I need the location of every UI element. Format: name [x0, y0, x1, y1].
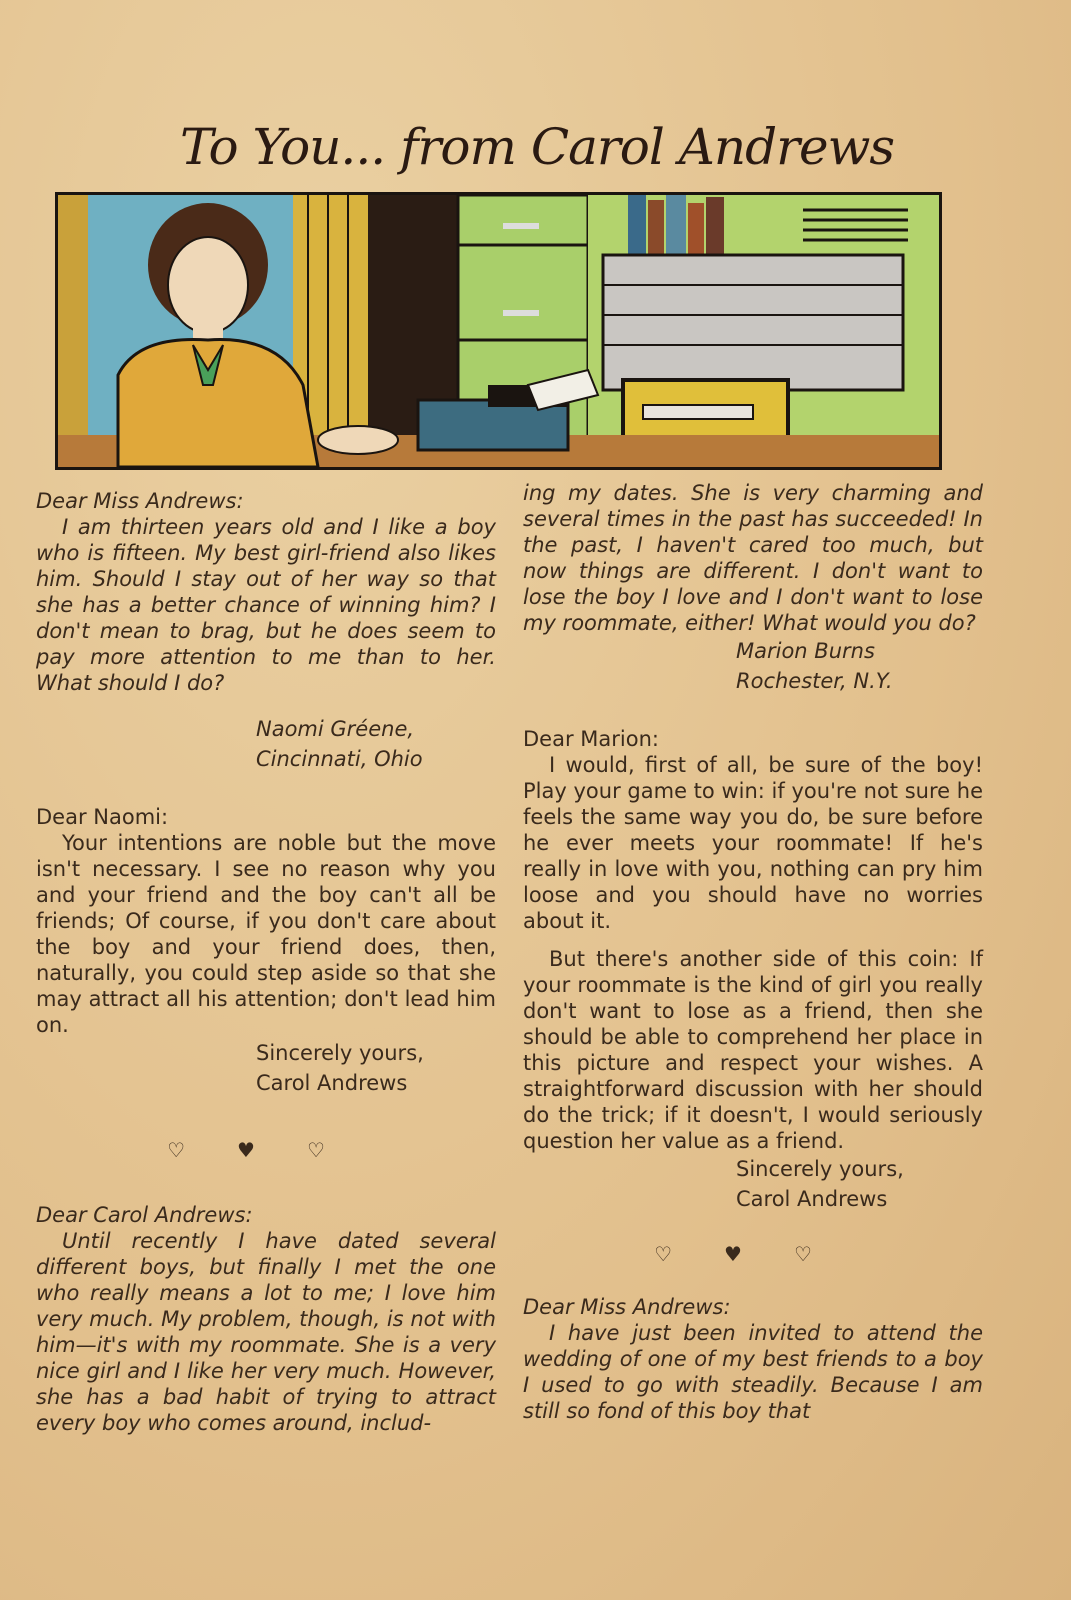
letter-signature-name: Naomi Gréene,: [256, 717, 415, 741]
reply-marion: [523, 726, 983, 1214]
letter-salutation: Dear Carol Andrews:: [36, 1203, 253, 1227]
letter-naomi: [36, 488, 496, 774]
heart-outline-icon: ♡: [306, 1138, 325, 1162]
heart-divider: [523, 1242, 983, 1266]
reply-naomi: [36, 804, 496, 1098]
letter-body: I am thirteen years old and I like a boy who is fifteen. My best girl-friend also likes him. Should I stay out of her way so that she has a better chance of winning him? I don't mean to brag, but he does seem to pay more attention to me than to her. What should I do?: [36, 515, 496, 695]
reply-body: Your intentions are noble but the move isn't necessary. I see no reason why you and your friend and the boy can't all be friends; Of course, if you don't care about the boy and your friend does, then, naturally, you could step aside so that she may attract all his attention; don't lead him on.: [36, 831, 496, 1037]
letter-marion-continued: [523, 480, 983, 696]
letter-signature-place: Cincinnati, Ohio: [256, 747, 423, 771]
left-column: [36, 488, 496, 1436]
page-title: To You... from Carol Andrews: [180, 118, 895, 176]
heart-outline-icon: ♡: [654, 1242, 673, 1266]
letter-salutation: Dear Miss Andrews:: [36, 489, 244, 513]
letter-body: ing my dates. She is very charming and several times in the past has succeeded! In the past, I haven't cared too much, but now things are different. I don't want to lose the boy I love and I don't want to lose my roommate, either! What would you do?: [523, 481, 983, 635]
header-illustration: [55, 192, 942, 470]
heart-divider: [36, 1138, 496, 1162]
office-scene-illustration: [58, 195, 939, 467]
letter-signature-name: Marion Burns: [736, 639, 875, 663]
reply-paragraph-2: But there's another side of this coin: If your roommate is the kind of girl you really don't want to lose as a friend, then she should be able to comprehend her place in this picture and respect your wishes. A straightforward discussion with her should do the trick; if it doesn't, I would seriously question her value as a friend.: [523, 947, 983, 1153]
letter-salutation: Dear Miss Andrews:: [523, 1295, 731, 1319]
reply-closing: Sincerely yours,: [256, 1041, 424, 1065]
letter-body: Until recently I have dated several different boys, but finally I met the one who really means a lot to me; I love him very much. My problem, though, is not with him—it's with my roommate. She is a very nice girl and I like her very much. However, she has a bad habit of trying to attract every boy who comes around, includ-: [36, 1229, 496, 1435]
heart-outline-icon: ♡: [167, 1138, 186, 1162]
letter-marion: [36, 1202, 496, 1436]
letter-body: I have just been invited to attend the wedding of one of my best friends to a boy I used to go with steadily. Because I am still so fond of this boy that: [523, 1321, 983, 1423]
letter-signature-place: Rochester, N.Y.: [736, 669, 893, 693]
reply-signature: Carol Andrews: [256, 1071, 408, 1095]
reply-salutation: Dear Marion:: [523, 727, 659, 751]
letter-third: [523, 1294, 983, 1424]
right-column: [523, 480, 983, 1424]
heart-outline-icon: ♡: [793, 1242, 812, 1266]
heart-filled-icon: ♥: [724, 1242, 742, 1266]
reply-paragraph-1: I would, first of all, be sure of the boy! Play your game to win: if you're not sure he feels the same way you do, be sure before he ever meets your roommate! If he's really in love with you, nothing can pry him loose and you should have no worries about it.: [523, 753, 983, 933]
heart-filled-icon: ♥: [237, 1138, 255, 1162]
reply-closing: Sincerely yours,: [736, 1157, 904, 1181]
reply-salutation: Dear Naomi:: [36, 805, 169, 829]
reply-signature: Carol Andrews: [736, 1187, 888, 1211]
